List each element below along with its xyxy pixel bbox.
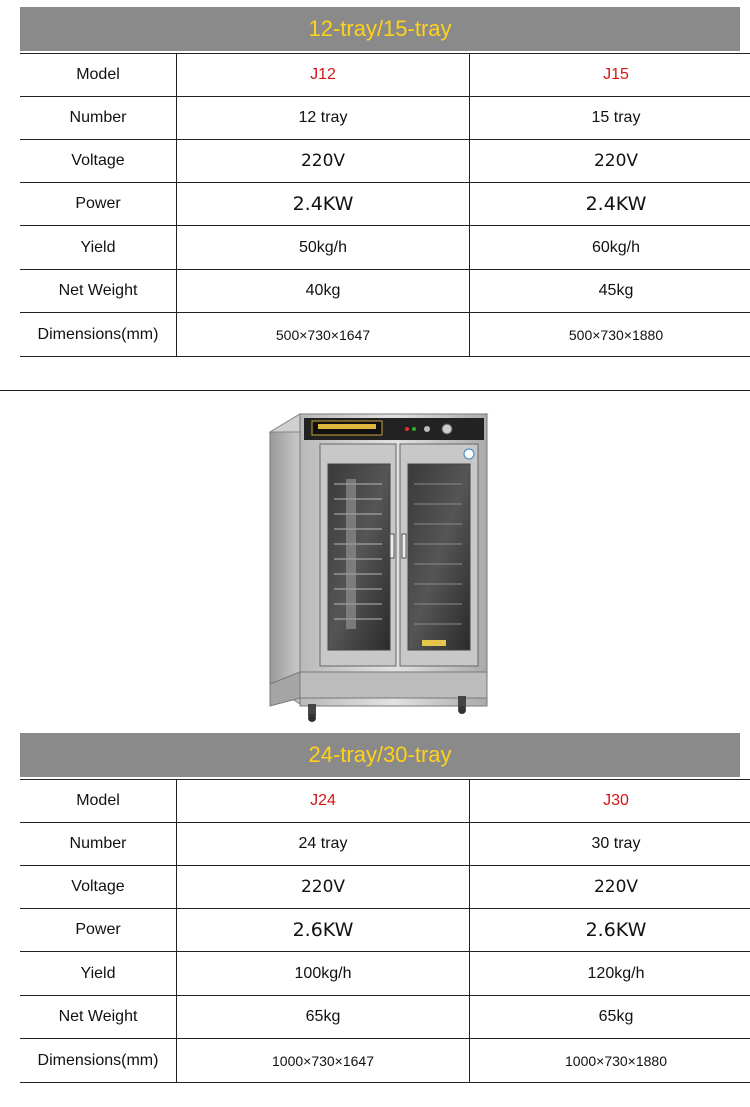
table-row (20, 97, 750, 140)
section-title-2: 24-tray/30-tray (20, 733, 740, 777)
row-label: Model (20, 780, 177, 823)
value-cell: 65kg (470, 996, 750, 1039)
table-row (20, 270, 750, 313)
value-cell: 65kg (177, 996, 470, 1039)
value-cell: 500×730×1880 (470, 313, 750, 357)
model-cell: J15 (470, 54, 750, 97)
value-cell: 2.4KW (470, 183, 750, 226)
value-cell: 1000×730×1647 (177, 1039, 470, 1083)
row-label: Number (20, 823, 177, 866)
spec-table-2 (20, 779, 750, 1083)
section-divider (0, 390, 750, 391)
row-label: Number (20, 97, 177, 140)
value-cell: 2.4KW (177, 183, 470, 226)
value-cell: 220V (470, 866, 750, 909)
row-label: Yield (20, 952, 177, 996)
table-row (20, 823, 750, 866)
table-row (20, 313, 750, 357)
row-label: Dimensions(mm) (20, 1039, 177, 1083)
value-cell: 220V (177, 866, 470, 909)
model-cell: J24 (177, 780, 470, 823)
proofer-cabinet-icon (262, 404, 492, 724)
value-cell: 2.6KW (177, 909, 470, 952)
value-cell: 220V (177, 140, 470, 183)
table-row (20, 140, 750, 183)
value-cell: 220V (470, 140, 750, 183)
model-cell: J30 (470, 780, 750, 823)
row-label: Yield (20, 226, 177, 270)
value-cell: 50kg/h (177, 226, 470, 270)
value-cell: 12 tray (177, 97, 470, 140)
value-cell: 500×730×1647 (177, 313, 470, 357)
value-cell: 40kg (177, 270, 470, 313)
row-label: Dimensions(mm) (20, 313, 177, 357)
row-label: Model (20, 54, 177, 97)
model-cell: J12 (177, 54, 470, 97)
row-label: Power (20, 909, 177, 952)
table-row (20, 1039, 750, 1083)
spec-table-1 (20, 53, 750, 357)
section-title-1: 12-tray/15-tray (20, 7, 740, 51)
value-cell: 100kg/h (177, 952, 470, 996)
value-cell: 15 tray (470, 97, 750, 140)
table-row (20, 183, 750, 226)
value-cell: 60kg/h (470, 226, 750, 270)
table-row (20, 780, 750, 823)
value-cell: 30 tray (470, 823, 750, 866)
table-row (20, 54, 750, 97)
value-cell: 120kg/h (470, 952, 750, 996)
table-row (20, 909, 750, 952)
value-cell: 2.6KW (470, 909, 750, 952)
table-row (20, 952, 750, 996)
value-cell: 1000×730×1880 (470, 1039, 750, 1083)
row-label: Power (20, 183, 177, 226)
table-row (20, 226, 750, 270)
value-cell: 24 tray (177, 823, 470, 866)
table-row (20, 866, 750, 909)
row-label: Net Weight (20, 996, 177, 1039)
value-cell: 45kg (470, 270, 750, 313)
table-row (20, 996, 750, 1039)
row-label: Voltage (20, 140, 177, 183)
row-label: Net Weight (20, 270, 177, 313)
row-label: Voltage (20, 866, 177, 909)
